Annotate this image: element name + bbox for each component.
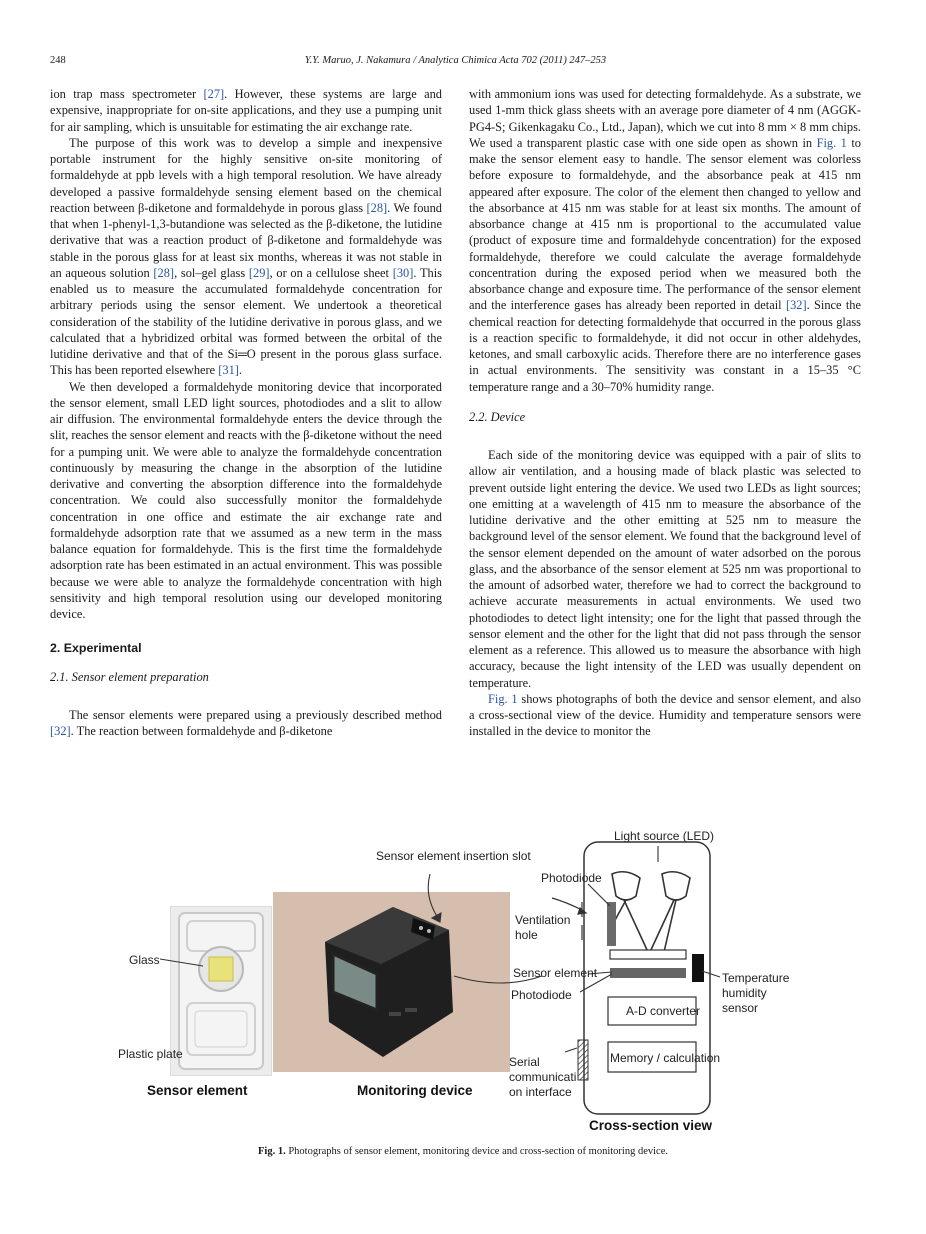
figure-caption-text: Photographs of sensor element, monitoring device and cross-section of monitoring device.	[285, 1146, 668, 1157]
cross-section-caption: Cross-section view	[589, 1118, 713, 1133]
text-run: . The reaction between formaldehyde and β-diketone	[70, 724, 333, 738]
citation-link[interactable]: [28]	[153, 265, 175, 280]
citation-link[interactable]: [32]	[785, 298, 807, 313]
temperature-label-line-3: sensor	[722, 1001, 759, 1015]
temperature-label-line-1: Temperature	[722, 971, 790, 985]
sensor-element-caption: Sensor element	[147, 1083, 248, 1098]
citation-link[interactable]: Fig. 1	[816, 135, 847, 150]
sensor-element-label: Sensor element	[513, 966, 598, 980]
section-heading: 2. Experimental	[50, 641, 142, 656]
plastic-plate-label: Plastic plate	[118, 1047, 183, 1061]
ad-converter-label: A-D converter	[626, 1004, 701, 1018]
page-number: 248	[50, 55, 66, 66]
glass-label: Glass	[129, 953, 160, 967]
text-run: with ammonium ions was used for detecting formaldehyde. As a substrate, we used 1-mm thick glass sheets with an average pore diameter of 4 nm (AGGK-PG4-S; Gikenkagaku Co., Ltd., Japan), which we cut into 8 mm × 8 mm chips. We used a transparent plastic case with one side open as shown in	[469, 87, 861, 150]
subsection-heading: 2.1. Sensor element preparation	[50, 669, 209, 684]
left-column	[50, 86, 442, 739]
memory-label: Memory / calculation	[610, 1051, 721, 1065]
subsection-heading: 2.2. Device	[469, 409, 526, 424]
text-run: . We found that when 1-phenyl-1,3-butandione was selected as the β-diketone, the lutidine derivative that was a reaction product of β-diketone and formaldehyde was stable in the porous glass for at least six months, whereas it was not stable in an aqueous solution	[50, 200, 442, 280]
text-run: , sol–gel glass	[174, 265, 249, 280]
paragraph	[50, 707, 442, 740]
journal-citation: Y.Y. Maruo, J. Nakamura / Analytica Chimica Acta 702 (2011) 247–253	[304, 55, 607, 66]
paragraph	[469, 691, 861, 740]
serial-label-line-3: on interface	[509, 1085, 572, 1099]
paragraph	[469, 86, 861, 395]
ventilation-label-line-1: Ventilation	[515, 913, 571, 927]
citation-link[interactable]: [32]	[50, 724, 71, 738]
citation-link[interactable]: [31]	[218, 363, 239, 378]
light-source-label: Light source (LED)	[614, 829, 715, 843]
text-run: . However, these systems are large and expensive, inappropriate for on-site applications, and they use a pumping unit for air sampling, which is unsuitable for estimating the air exchange rate.	[50, 87, 442, 134]
paragraph	[469, 447, 861, 691]
right-column	[469, 86, 861, 740]
serial-label-line-1: Serial	[509, 1055, 540, 1069]
temperature-label-line-2: humidity	[722, 986, 767, 1000]
paragraph	[50, 135, 442, 379]
figure-caption	[0, 1146, 926, 1157]
text-run: to make the sensor element easy to handle. The sensor element was colorless before exposure to formaldehyde, and the absorbance peak at 415 nm appeared after exposure. The color of the element then changed to yellow and the absorbance at 415 nm was stable for at least six months. The amount of absorbance change at 415 nm is proportional to the accumulated value (product of exposure time and formaldehyde concentration) for the exposed formaldehyde, therefore we could calculate the average formaldehyde concentration during the exposed period when we measured both the absorbance change and exposure time. The performance of the sensor element and the interference gases has already been reported in detail	[469, 135, 861, 313]
text-run: , or on a cellulose sheet	[269, 265, 393, 280]
citation-link[interactable]: [28]	[366, 200, 388, 215]
figure-1	[0, 822, 926, 1133]
text-run: Each side of the monitoring device was equipped with a pair of slits to allow air ventilation, and a housing made of black plastic was selected to prevent outside light entering the device. We used two LEDs as light sources; one emitting at a wavelength of 415 nm to measure the absorbance of the lutidine derivative and the other emitting at 525 nm to measure the background level of the sensor element. We found that the background level of the sensor element depended on the amount of water adsorbed on the porous glass, and the absorbance of the sensor element at 525 nm was proportional to the amount of adsorbed water, therefore we had to correct the background to achieve accurate measurements in actual environments. We used two photodiodes to detect light intensity; one for the light that passed through the sensor element and the other for the light that did not pass through the sensor element as a reference. This allowed us to measure the absorbance with high accuracy, because the light intensity of the LED was usually dependent on temperature.	[469, 448, 861, 690]
text-run: shows photographs of both the device and sensor element, and also a cross-sectional view of the device. Humidity and temperature sensors were installed in the device to monitor the	[469, 691, 861, 739]
citation-link[interactable]: [27]	[203, 87, 225, 101]
text-run: The sensor elements were prepared using a previously described method	[69, 707, 442, 722]
running-header	[50, 55, 861, 69]
monitoring-device-caption: Monitoring device	[357, 1083, 473, 1098]
text-run: . Since the chemical reaction for detecting formaldehyde that occurred in the porous glass is a reaction specific to formaldehyde, it did not occur in other aldehydes, ketones, and small carboxylic acids. Therefore there are no interference gases in actual environments. The sensitivity was constant in a 15–35 °C temperature range and a 30–70% humidity range.	[469, 298, 861, 394]
text-run: We then developed a formaldehyde monitoring device that incorporated the sensor element, small LED light sources, photodiodes and a slit to allow air diffusion. The environmental formaldehyde enters the device through the slit, reaches the sensor element and reacts with the β-diketone without the need for a pumping unit. We were able to analyze the formaldehyde concentration continuously by measuring the change in the absorption of the lutidine derivative and converting the absorption difference into the formaldehyde concentration. We could also successfully monitor the formaldehyde concentration in one office and estimate the air exchange rate and formaldehyde adsorption rate that we assumed as a new term in the mass balance equation for formaldehyde. This is the first time the formaldehyde adsorption rate has been estimated in an actual environment. This was possible because we were able to analyze the formaldehyde concentration with high sensitivity and high temporal resolution using our developed monitoring device.	[50, 379, 443, 621]
text-run: ion trap mass spectrometer	[50, 87, 204, 101]
insertion-slot-label: Sensor element insertion slot	[376, 849, 531, 863]
paragraph	[50, 86, 442, 135]
paragraph	[50, 379, 442, 623]
photodiode-top-label: Photodiode	[541, 871, 602, 885]
citation-link[interactable]: [30]	[392, 265, 414, 280]
text-run: The purpose of this work was to develop a simple and inexpensive portable instrument for the highly sensitive on-site monitoring of formaldehyde at ppb levels with a high temporal resolution. We have already developed a passive formaldehyde sensing element based on the chemical reaction between β-diketone and formaldehyde in porous glass	[50, 135, 442, 215]
serial-label-line-2: communicati	[509, 1070, 577, 1084]
citation-link[interactable]: Fig. 1	[488, 691, 518, 706]
citation-link[interactable]: [29]	[248, 265, 270, 280]
photodiode-bottom-label: Photodiode	[511, 988, 572, 1002]
ventilation-label-line-2: hole	[515, 928, 538, 942]
text-run: . This enabled us to measure the accumulated formaldehyde concentration for arbitrary periods using the sensor element. We undertook a theoretical consideration of the stability of the lutidine derivative in porous glass, and we calculated that a hybridized orbital was formed between the orbital of the lutidine derivative and that of the Si═O present in the porous glass surface. This has been reported elsewhere	[50, 265, 442, 378]
text-run: .	[238, 363, 243, 378]
figure-caption-label: Fig. 1.	[257, 1146, 286, 1157]
